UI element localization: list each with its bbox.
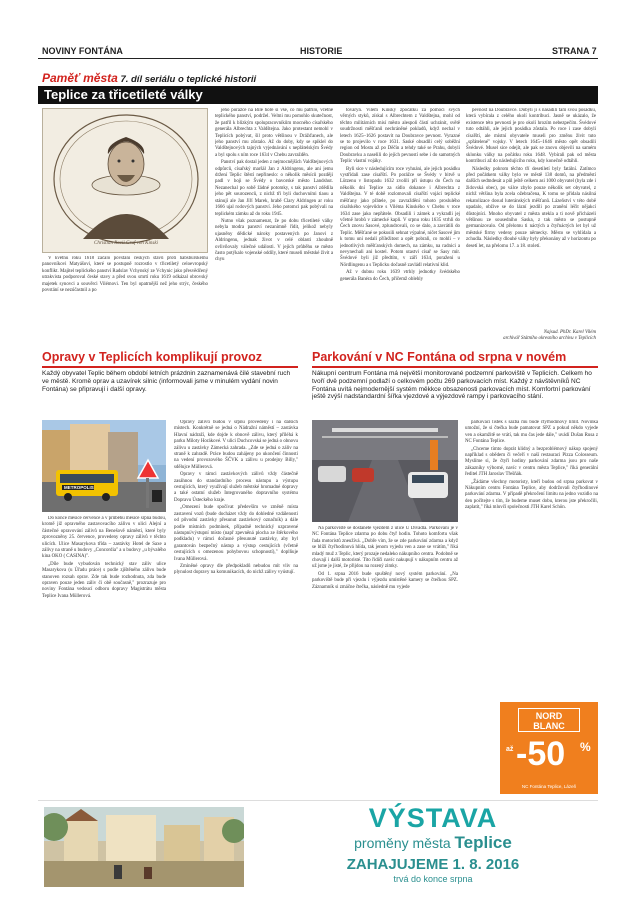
history-paragraph: Panství pak dostal jeden z nejmocnějších Valdštejnových odpůrců, císařský maršál Jan z Aldringenu, ale ani jemu držení Teplic štěstí nepřineslo: o několik měsíců později padl v boji se Švédy o bavorské město Landshut. Nezanechal po sobě žádné potomky, s tak panství zdědila jeho pět sourozenců, z nichž tři byli duchovními tiaou a stánují ale Jan Jiří Marek, hrabě Clary Aldringen ar roku 1666 ujal rodových panství. Jeho potomci pak pobývali na teplickém zámku až do roku 1945.	[215, 160, 333, 217]
parking-photo-image	[312, 420, 458, 522]
exhibition-illustration-image	[44, 807, 244, 887]
author-role: archivář Státního okresního archivu v Teplicích	[503, 336, 596, 341]
parking-paragraph: Od 1. srpna 2016 bude spuštěný nový systém parkování. „Na parkoviště bude při vjezdu i výjezdu umístěné kamery se čtečkou SPZ. Záznamník si zmáčne čtečka, následně mu vyjede	[312, 571, 458, 590]
parking-column-1	[312, 526, 458, 792]
bus-paragraph: „Díle bude vybudován technický stav záliv ulice Masarykova (u Úřadu práce) s podle zjištěného zálivu bude stanoven rozsah oprav. Zde tak bude rozhodnuta, zda bude opraven pouze jeden záliv či obě současně," prozrazuje pro noviny Fontána vedoucí odboru dopravy Magistrátu města Teplice Ivana Müllerová.	[42, 561, 166, 599]
history-paragraph: jeho porážce na Bílé hoře si vše, co mu patřilo, včetně teplického panství, podržel. Velmi mu pomohlo skutečnost, že patřil k blízkým spolupracovníkům mocného císařského generála Albrechta z Valdštejna. Jako protestant nemohl v Teplicích pobývat, šil proto většinou v Drážďanech, ale jeho panství mu zůstalo. Až do doby, kdy se spiklel do Valdštejnových tajných vyjednávání s nepřátelským Švédy a byl spolu s ním roce 1634 v Chebu zavražděn.	[215, 108, 333, 158]
bus-paragraph: „Omezení bude spočívat především ve změně místa zastavení vozů (bude docházet vždy do dohledné vzdálenosti od původní zastávky přesunut zastávkový označník) a dále podle místních podmínek, případně technický uzpravené nástupní/výstupní místo (např zpevněná plocha ze štěrkového podkladu) v rámci dočasné přesunuté zastávky, aby byl garantován bezpečný nástup a výstup cestujících (včetně cestujících s omezenou pohybovou schopností)," doplňuje Ivana Müllerová.	[174, 505, 298, 562]
parking-lead: Nákupní centrum Fontána má největší monitorované podzemní parkoviště v Teplicích. Celkem ho tvoří dvě podzemní podlaží o celkovém počtu 269 parkovacích míst. Každý z návštěvníků NC Fontána uvítá nejmodernější systém měkkce obsazenosti parkovacích míst. Komfortní parkování ještě zvýší nadstandardní šířka vjezdové a výjezdové rampy i parkovacího stání.	[312, 370, 592, 401]
bus-lead: Každý obyvatel Teplic během období letních prázdnin zaznamenává čilé stavební ruch ve městě. Kromě oprav a uzavírek silnic (informovali jsme v minulém vydání novin Fontána) se připravují i další opravy.	[42, 370, 291, 393]
bus-title-rule	[42, 366, 298, 368]
bus-paragraph: Opravy zálivů budou v srpnu provedeny i na dalších místech. Konkrétně se jedná o Nádražní náměstí – zastávka Hlavní nádraží, kde dojde k obnově zálivu, který přiléhá k parku Miloty Horákové. V ulici Duchcovská se jedná o obnovu zálivu u zastávky Zámecká zahrada. „Zde se jedná o záliv na straně k zahradě. Práce budou zahájeny po ukončení činnosti na vedení provozového ŠČVK a zálivu u prodejny Billy," sdělujce Müllerová.	[174, 420, 298, 470]
bus-article-title: Opravy v Teplicích komplikují provoz	[42, 350, 262, 364]
nordblanc-logo	[518, 708, 580, 732]
portrait-image	[43, 109, 208, 253]
bus-paragraph: Opravy v rámci zastávkových zálivů vždy částečně zasáhnou do standardního procesu nástupu a výstupu cestujících, který využívají služeb městské hromadné dopravy a také ostatní služeb Integrovaného dopravního systému Dopravu Ústeckého kraje.	[174, 472, 298, 503]
author-name: Najsud. PhDr. Karel Vilém	[543, 330, 596, 335]
nordblanc-brand-2: BLANC	[533, 721, 565, 731]
bus-photo-image	[42, 420, 166, 512]
exhibition-date: ZAHAJUJEME 1. 8. 2016	[346, 856, 520, 873]
portrait-caption: Christian Ilovii Graf von Kinski	[94, 241, 158, 246]
series-prefix: Paměť města	[42, 71, 118, 85]
bus-column-2	[174, 420, 298, 792]
author-credit	[466, 330, 596, 342]
parking-paragraph: parkovací lístek s sazba mu bude čtyřhodinový limit. Novinka umožní, že si čtečka bude pamatovat SPZ a pokud někdo vyjede ven a okamžitě se vrátí, tak mu čas jede dále," uvádí Dušan Rusa z NC Fontána Teplice.	[465, 420, 598, 445]
bus-photo	[42, 420, 166, 512]
series-label	[42, 71, 256, 85]
exhibition-illustration	[44, 807, 244, 887]
history-column-3	[340, 108, 460, 344]
discount-prefix: až	[506, 746, 514, 753]
discount-value: -50	[516, 735, 566, 773]
parking-article-title: Parkování v NC Fontána od srpna v novém	[312, 350, 567, 364]
history-title: Teplice za třicetileté války	[44, 87, 203, 102]
page-number: STRANA 7	[552, 46, 597, 56]
bus-photo-label: METROPOLIS	[64, 485, 94, 490]
history-paragraph: Byli sice v následujícím roce vyhnáni, ale jejich posádku vystřídali zase císařští. Po porážce se Švédy v bitvě u Lützenu v listopadu 1632 zvolili při ústupu do Čech na několik dní Teplice za sídlo dokance i Albrechta z Valdštejna. V té době rozlomovali císařští vojáci teplické měšťany jako přátele, po zavraždění tohoto proslulého císařského vojevůdce s Viléma Kinského v Chebu v roce 1634 zase jako nepřátele. Obsadili i zámek a vykradli jej včetně hrobů v zámecké kapli. V srpnu roku 1635 vtrhli do Čech znovu Sasové, zplundrovali, co se dalo, a zavrátili do Teplic. Měšťané se pokusili sehnat výpalné, ničet Sasové jim k tomu uni nedali příležitost a opět pobrali, co mohli – v jednotlivých měšťanských domech, na zámku, na radnici a nevynechali ani kostel. Potom utastvi císař se Sasy mír. Švédové byli již předtím, v září 1634, poraženi u Nördlingenu a s Teplicku dočasně zavládl relativní klid.	[340, 166, 460, 268]
newspaper-name: NOVINY FONTÁNA	[42, 46, 123, 56]
nordblanc-brand-1: NORD	[535, 711, 563, 721]
header-rule	[38, 58, 598, 59]
parking-paragraph: Na parkoviště se dostanete vjezdem z ulice U Divadla. Parkování je v NC Fontána Teplice zdarma po dobu čtyř hodin. Tohoto komfortu však řada motoristů zneužívá. „Dobře vím, že se zde parkování zdarma a když se blíží čtyřhodinová hlída, tak jenom vyjedu ven a zase se vrátím," říká mladý muž z Teplic, který prozaje nedaleko nákupního centra. Podobně se chovají i další motoristé. Tito řidiči navíc nakupují v nákupním centru až už jsme je jisté, že přijdou na rozený zimky.	[312, 526, 458, 570]
exhibition-subtitle-1: proměny města	[354, 835, 451, 851]
parking-photo	[312, 420, 458, 522]
history-paragraph: tovaryn. Vilém Kinský zpočátku za pomoci svých věrných styků, získal s Albrechtem z Valdštejna, mohl od těchto militárních misí město alespoň částí uchránit, světě soudržnosti měšťanů nechráněné pokladů, když nechal v letech 1625–1626 postavit na Doubravce pevnost. Vyrazné se to projevilo v roce 1631. Saské obsadili celý soběžní region od Mostu až po Děčín a tehdy také se Prahu, dobyli Doubravku a naselili do jejích pevností sebe i do samotných Teplic vlastní vojáky.	[340, 108, 460, 165]
discount-percent: %	[580, 740, 591, 754]
history-paragraph: pevnost na Doubravce. Dobyli ji s nasadili tam svou posádku, která vybírala z celého okolí kontribuci. Jasně se ukázalo, že existence této pevnosti je pro okolí hrozím nebezpečím. Švédové tuto odtáhli, ale jejich posádka zůstala. Po roce i zase dobyli císařští, ale místní obyvatele museli pro změnu živit tuto „spřátelené" vojsky. V letech 1645–1646 město opět obsadili Švédové. Musel sice odejít, ale pak se znovu objevili na samém sklonku války na počátku roku 1648. Vybírali pak od města kontribuci až do následujícího roku, kdy konečně odtáhli.	[466, 108, 596, 165]
exhibition-subtitle-2: Teplice	[454, 833, 512, 852]
parking-paragraph: „Chceme tímto doprát klidný a bezproblémový nákup spojený například s obědem či večeří v naší restauraci Pizza Colosseum. Myslíme si, že čtyři hodiny parkování zdarma jsou pro naše zákazníky výborné, navíc v centru města Teplice," říká generální ředitel JTH Jaroslav Třešňák.	[465, 446, 598, 478]
history-column-2	[215, 108, 333, 344]
history-paragraph: Až v dubnu roku 1639 vtrhly jednotky švédského generála Banéra do Čech, přičemž oblehly	[340, 270, 460, 282]
ad-footer: NC Fontána Teplice, Lázeň	[521, 784, 577, 789]
nordblanc-ad[interactable]	[500, 702, 598, 794]
portrait-engraving	[42, 108, 208, 253]
bus-column-1	[42, 516, 166, 792]
history-paragraph: V květnu roku 1618 začalo povstání českých stavů proti habsburskému panovníkovi Matyášovi, které se postupně rozrostlo v třicetiletý celoevropský konflikt. Majitel teplického panství Radslav Vchynský ze Vchynic jako přesvědčený utrakvista podporoval české stavy a před svou smrtí roku 1619 odkázal obrovský majetek synovci a souvěrci Vilémovi. Ten byl opatrnější než jeho strýc, českého povstání se nezúčastnil a po	[42, 256, 208, 294]
bus-paragraph: Zmíněné opravy dle předpokladů nebudou mít vliv na plynulost dopravy na komunikacích, do nichž zálivy vyústují.	[174, 563, 298, 576]
history-title-banner	[38, 86, 598, 104]
bus-paragraph: Do konce měsíce července a v průběhu měsíce srpna budou, kromě již opravného zastavovacího zálivu v ulici Alejní a částečné opravování zálivů na Benešově náměstí, které byly zprovozněny 25. července, provedeny opravy zálivů v těchto ulicích. Ulice Masarykova třída – zastávky Hotel de Saxe a zálivy na straně u budovy „Concordia" a u budovy „u bývalého kina OKO ( CASINA)".	[42, 516, 166, 560]
history-paragraph: Nutno však poznamenat, že po dobu třicetileté války nebyla modra panství nezanímně řídit, jelikož nebyly ujasněny dědické nároky postavených po Janovi z Aldringenu, jednak život v celé oblasti zhoubně ovlivňovaly válečné události. V jejích průběhu se město často potýkalo vojenské oddíly, které museli městské živit a chyu	[215, 218, 333, 263]
parking-paragraph: „Žádáme všechny motoristy, kteří budou od srpna parkovat v Nákupním centru Fontána Teplice, aby dodržovali čtyřhodinové parkování zdarma. V případě překročení limitu na jedno vozidlo na den počítejte s tím, že budeme muset dobu, kterou jste překročili, zaplatit," říká mluvčí společnosti JTH Karel Schön.	[465, 479, 598, 511]
exhibition-subtitle	[288, 835, 578, 851]
exhibition-banner[interactable]	[38, 800, 598, 890]
history-paragraph: Následky pohrom těchto tří desetiletí byly fatální. Zatímco před počátkem války bylo ve městě 138 domů, na předměstí dalších sedmdesát a půl ještě celkem asi 1000 obyvatel (byla zde i židovská obec), po válce zbylo pouze několik set obyvatel, z nichž většina byla zcela ožebračena, K tomu se přidala násilná rekatolizace dosud luteránských měšťanů. Lázeňství v této době upadalo, obžive se do lázní jezdili po zranění léčit nějakcí důstojníci. Mnoho obyvatel z města utekla a ti nově přicházeli většinou ze sousedního Saska, z tak město se postupně germanizovalo. Od přelomu ti náctých a čtyřnáctých let byl už městské firmy vedeny pouze německy. Město se vyhlídala a zchudla. Následky dlouhé války byly překonány až v horizontu po desetí let, na přelomu 17. a 18. století.	[466, 166, 596, 249]
history-column-1	[42, 256, 208, 344]
section-name: HISTORIE	[300, 46, 343, 56]
exhibition-until: trvá do konce srpna	[393, 874, 473, 884]
parking-title-rule	[312, 366, 598, 368]
history-column-4	[466, 108, 596, 328]
exhibition-title: VÝSTAVA	[368, 803, 498, 833]
series-rest: 7. díl seriálu o teplické historii	[120, 74, 257, 85]
